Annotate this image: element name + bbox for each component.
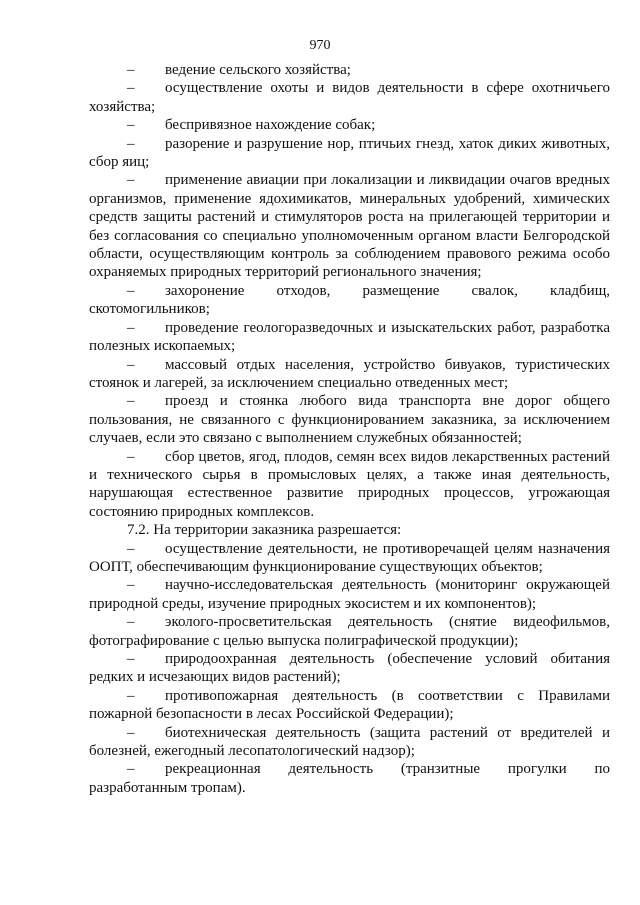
section-heading — [89, 521, 610, 539]
dash-marker: – — [127, 540, 135, 557]
list-item — [89, 650, 610, 687]
list-item — [89, 576, 610, 613]
paragraph-text: применение авиации при локализации и ликвидации очагов вредных организмов, применение ядохимикатов, минеральных удобрений, химических средств защиты растений и стимуляторов роста на прилегающей территории и без согласования со специально уполномоченным органом власти Белгородской области, осуществляющим контроль за соблюдением правового режима особо охраняемых природных территорий регионального значения; — [89, 172, 610, 281]
paragraph-text: захоронение отходов, размещение свалок, кладбищ, скотомогильников; — [89, 282, 610, 318]
list-item — [89, 760, 610, 797]
dash-marker: – — [127, 614, 135, 631]
list-item — [89, 687, 610, 724]
paragraph-text: рекреационная деятельность (транзитные прогулки по разработанным тропам). — [89, 761, 610, 796]
paragraph-text: сбор цветов, ягод, плодов, семян всех видов лекарственных растений и технического сырья в промысловых целях, а также иная деятельность, нарушающая естественное развитие природных процессов, угрожающая состоянию природных комплексов. — [89, 448, 610, 520]
dash-marker: – — [127, 80, 135, 97]
list-item — [89, 356, 610, 393]
dash-marker: – — [127, 448, 135, 465]
paragraph-text: научно-исследовательская деятельность (мониторинг окружающей природной среды, изучение природных экосистем и их компонентов); — [89, 577, 610, 612]
list-item — [89, 724, 610, 761]
list-item — [89, 116, 610, 134]
list-item — [89, 613, 610, 650]
paragraph-text: природоохранная деятельность (обеспечение условий обитания редких и исчезающих видов растений); — [89, 651, 610, 686]
document-body — [89, 61, 610, 797]
paragraph-text: проведение геологоразведочных и изыскательских работ, разработка полезных ископаемых; — [89, 319, 610, 355]
list-item — [89, 392, 610, 447]
paragraph-text: проезд и стоянка любого вида транспорта вне дорог общего пользования, не связанного с функционированием заказника, за исключением случаев, если это связано с выполнением служебных обязанностей; — [89, 393, 610, 447]
page-number: 970 — [309, 38, 331, 53]
paragraph-text: противопожарная деятельность (в соответствии с Правилами пожарной безопасности в лесах Российской Федерации); — [89, 687, 610, 723]
list-item — [89, 171, 610, 281]
dash-marker: – — [127, 761, 135, 778]
dash-marker: – — [127, 172, 135, 189]
list-item — [89, 540, 610, 577]
dash-marker: – — [127, 651, 135, 667]
paragraph-text: ведение сельского хозяйства; — [165, 62, 351, 78]
paragraph-text: биотехническая деятельность (защита растений от вредителей и болезней, ежегодный лесопатологический надзор); — [89, 724, 610, 760]
list-item — [89, 61, 610, 79]
paragraph-text: массовый отдых населения, устройство бивуаков, туристических стоянок и лагерей, за исключением специально отведенных мест; — [89, 356, 610, 391]
paragraph-text: осуществление деятельности, не противоречащей целям назначения ООПТ, обеспечивающим функционирование существующих объектов; — [89, 540, 610, 575]
dash-marker: – — [127, 393, 135, 410]
list-item — [89, 135, 610, 172]
dash-marker: – — [127, 135, 135, 152]
dash-marker: – — [127, 687, 135, 704]
list-item — [89, 448, 610, 522]
paragraph-text: эколого-просветительская деятельность (снятие видеофильмов, фотографирование с целью выпуска полиграфической продукции); — [89, 614, 610, 649]
paragraph-text: 7.2. На территории заказника разрешается: — [127, 522, 402, 539]
paragraph-text: разорение и разрушение нор, птичьих гнезд, хаток диких животных, сбор яиц; — [89, 135, 610, 171]
dash-marker: – — [127, 724, 135, 741]
paragraph-text: осуществление охоты и видов деятельности в сфере охотничьего хозяйства; — [89, 80, 610, 115]
dash-marker: – — [127, 62, 135, 78]
list-item — [89, 319, 610, 356]
dash-marker: – — [127, 319, 135, 336]
list-item — [89, 79, 610, 116]
dash-marker: – — [127, 577, 135, 594]
list-item — [89, 282, 610, 319]
dash-marker: – — [127, 117, 135, 134]
paragraph-text: беспривязное нахождение собак; — [165, 117, 376, 134]
dash-marker: – — [127, 356, 135, 373]
dash-marker: – — [127, 282, 135, 299]
